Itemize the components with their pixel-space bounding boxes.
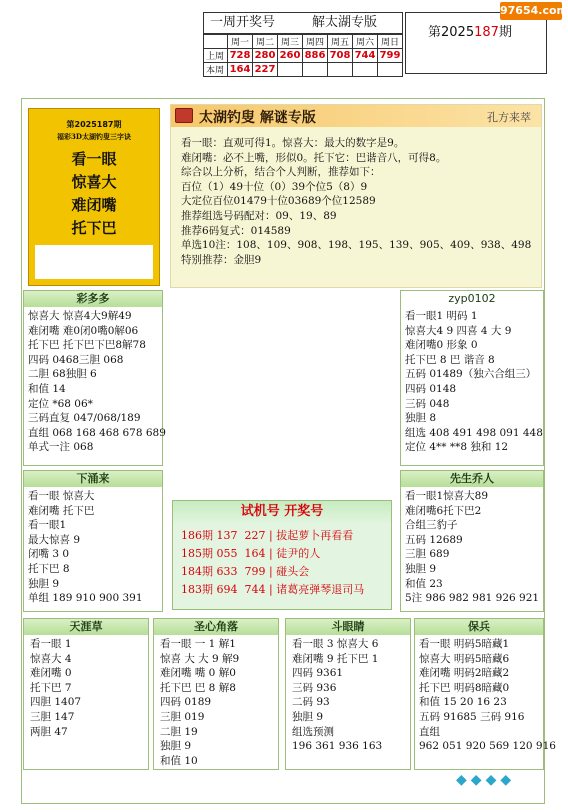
panel-shengxin: 圣心角落 看一眼 一 1 解1 惊喜 大 大 9 解9 难闭嘴 嘴 0 解0 托下巴 巴 8 解8 四码 0189 三胆 019 二胆 19 独胆 9 和值 10 bbox=[153, 618, 279, 770]
table-row: 184期 633 799 | 碰头会 bbox=[181, 565, 310, 578]
gold-line: 托下巴 bbox=[71, 219, 117, 237]
issue-box: 第2025187期 bbox=[405, 12, 547, 74]
panel-xiansheng: 先生乔人 看一眼1惊喜大89 难闭嘴6托下巴2 合组三豹子 五码 12689 三胆 689 独胆 9 和值 23 5注 986 982 981 926 921 bbox=[400, 470, 544, 612]
table-row: 183期 694 744 | 诸葛亮弹琴退司马 bbox=[181, 583, 365, 596]
panel-zyp: zyp0102 看一眼1 明码 1 惊喜大4 9 四喜 4 大 9 难闭嘴0 形象 0 托下巴 8 巴 谐音 8 五码 01489（独六合组三） 四码 0148 三码 048 独胆 8 组选 408 491 498 091 448 定位 4** **8 独和 12 bbox=[400, 290, 544, 466]
book-icon bbox=[175, 108, 193, 123]
panel-baobing: 保兵 看一眼 明码5暗藏1 惊喜大 明码5暗藏6 难闭嘴 明码2暗藏2 托下巴 明码8暗藏0 和值 15 20 16 23 五码 91685 三码 916 直组 962 051 920 569 120 916 bbox=[414, 618, 544, 770]
gold-line: 惊喜大 bbox=[71, 173, 117, 191]
table-row: 本周 164 227 bbox=[204, 63, 403, 77]
panel-caiduoduo: 彩多多 惊喜大 惊喜4大9解49 难闭嘴 难0闭0嘴0解06 托下巴 托下巴下巴8解78 四码 0468三胆 068 二胆 68独胆 6 和值 14 定位 *68 06* 三码直复 047/068/189 直组 068 168 468 678 689 单式一注 068 bbox=[23, 290, 163, 466]
panel-title: 圣心角落 bbox=[154, 619, 278, 635]
top-title-bar bbox=[203, 12, 403, 34]
main-byline: 孔方来萃 bbox=[487, 111, 531, 124]
gold-sub: 福彩3D太湖钓叟三字诀 bbox=[57, 132, 131, 141]
panel-title: 下涌来 bbox=[24, 471, 162, 487]
lottery-table: 周一 周二 周三 周四 周五 周六 周日 上周 728 280 260 886 708 744 799 本周 164 227 bbox=[203, 34, 403, 77]
main-lines: 看一眼：直观可得1。惊喜大：最大的数字是9。 难闭嘴：必不上嘴，形似0。托下它：巴谐音八，可得8。 综合以上分析，结合个人判断，推荐如下： 百位（1）49十位（0）39个位5（8）9 大定位百位01479十位03689个位12589 推荐组选号码配对：09、19、89 推荐6码复式：014589 单选10注：108、109、908、198、195、139、905、409、938、498 特别推荐：金胆9 bbox=[181, 137, 532, 266]
issue-number: 187 bbox=[474, 25, 499, 40]
site-logo[interactable]: 97654.com bbox=[500, 2, 562, 20]
shiji-rows bbox=[173, 525, 391, 601]
panel-douyanjing: 斗眼睛 看一眼 3 惊喜大 6 难闭嘴 9 托下巴 1 四码 9361 三码 936 二码 93 独胆 9 组选预测 196 361 936 163 bbox=[285, 618, 411, 770]
table-row: 上周 728 280 260 886 708 744 799 bbox=[204, 49, 403, 63]
panel-title: zyp0102 bbox=[401, 291, 543, 307]
gold-line: 看一眼 bbox=[71, 150, 117, 168]
panel-title: 彩多多 bbox=[24, 291, 162, 307]
diamond-icon: ◆ bbox=[470, 772, 486, 788]
panel-title: 天涯草 bbox=[24, 619, 148, 635]
top-title-2: 解太湖专版 bbox=[312, 15, 378, 30]
main-article bbox=[170, 104, 542, 288]
diamond-icon: ◆ bbox=[485, 772, 501, 788]
shiji-title: 试机号 开奖号 bbox=[173, 501, 391, 525]
panel-shiji bbox=[172, 500, 392, 610]
gold-line: 难闭嘴 bbox=[71, 196, 117, 214]
diamond-icons bbox=[456, 772, 540, 790]
panel-title: 斗眼睛 bbox=[286, 619, 410, 635]
panel-xiaduan: 下涌来 看一眼 惊喜大 难闭嘴 托下巴 看一眼1 最大惊喜 9 闭嘴 3 0 托下巴 8 独胆 9 单组 189 910 900 391 bbox=[23, 470, 163, 612]
gold-top-line: 第2025187期 bbox=[66, 120, 122, 129]
gold-panel bbox=[28, 108, 160, 286]
table-row: 186期 137 227 | 拔起萝卜再看看 bbox=[181, 529, 354, 542]
diamond-icon: ◆ bbox=[500, 772, 516, 788]
diamond-icon: ◆ bbox=[456, 772, 471, 788]
panel-tianyacao: 天涯草 看一眼 1 惊喜大 4 难闭嘴 0 托下巴 7 四胆 1407 三胆 147 两胆 47 bbox=[23, 618, 149, 770]
main-title-bar bbox=[171, 105, 541, 127]
panel-title: 保兵 bbox=[415, 619, 543, 635]
table-row: 185期 055 164 | 徒尹的人 bbox=[181, 547, 321, 560]
main-title: 太湖钓叟 解谜专版 bbox=[199, 110, 316, 126]
gold-white-box bbox=[35, 245, 153, 279]
panel-title: 先生乔人 bbox=[401, 471, 543, 487]
top-title-1: 一周开奖号 bbox=[210, 15, 276, 30]
